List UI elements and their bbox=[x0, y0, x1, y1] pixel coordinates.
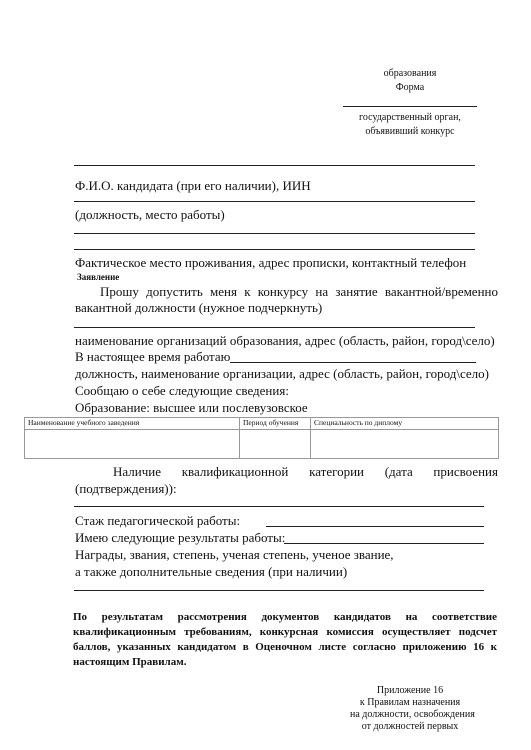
awards-line-1: Награды, звания, степень, ученая степень, ученое звание, bbox=[75, 547, 394, 562]
table-header-institution: Наименование учебного заведения bbox=[25, 418, 240, 430]
qualification-line-1: Наличие квалификационной категории (дата присвоения bbox=[113, 464, 498, 479]
table-row bbox=[25, 430, 499, 459]
table-header-row bbox=[25, 418, 499, 430]
appendix-title: Приложение 16 bbox=[376, 685, 444, 696]
header-form: Форма bbox=[395, 82, 425, 93]
table-cell bbox=[240, 430, 311, 459]
fill-line bbox=[74, 201, 475, 202]
qualification-line-2: (подтверждения)): bbox=[75, 481, 177, 496]
position-org-label: должность, наименование организации, адрес (область, район, город\село) bbox=[75, 366, 489, 381]
results-label: Имею следующие результаты работы: bbox=[75, 530, 286, 545]
table-header-specialty: Специальность по диплому bbox=[311, 418, 499, 430]
fill-line bbox=[74, 233, 475, 234]
fill-line bbox=[230, 362, 476, 363]
table-cell bbox=[311, 430, 499, 459]
education-table bbox=[24, 417, 499, 459]
fill-line bbox=[74, 249, 475, 250]
header-gov-body: государственный орган, bbox=[359, 112, 461, 123]
fill-line bbox=[74, 165, 475, 166]
decision-paragraph: По результатам рассмотрения документов кандидатов на соответствие квалификационным требованиям, конкурсная комиссия осуществляет подсчет баллов, указанных кандидатом в Оценочном листе согласно приложению 16 к настоящим Правилам. bbox=[73, 611, 497, 668]
fill-line bbox=[266, 526, 484, 527]
request-line-1: Прошу допустить меня к конкурсу на занятие вакантной/временно bbox=[100, 284, 498, 299]
info-intro: Сообщаю о себе следующие сведения: bbox=[75, 383, 289, 398]
fill-line bbox=[284, 543, 484, 544]
fill-line bbox=[74, 590, 484, 591]
fill-line bbox=[74, 327, 475, 328]
table-header-period: Период обучения bbox=[240, 418, 311, 430]
fio-label: Ф.И.О. кандидата (при его наличии), ИИН bbox=[75, 178, 311, 193]
appendix-line-4: от должностей первых bbox=[361, 721, 459, 732]
experience-label: Стаж педагогической работы: bbox=[75, 513, 241, 528]
awards-line-2: а также дополнительные сведения (при наличии) bbox=[75, 564, 348, 579]
header-underline bbox=[343, 106, 477, 107]
appendix-line-3: на должности, освобождения bbox=[350, 709, 475, 720]
header-announcer: объявивший конкурс bbox=[365, 126, 455, 137]
statement-title: Заявление bbox=[77, 272, 120, 282]
address-label: Фактическое место проживания, адрес прописки, контактный телефон bbox=[75, 255, 467, 270]
currently-working-label: В настоящее время работаю bbox=[75, 349, 231, 364]
appendix-line-2: к Правилам назначения bbox=[359, 697, 461, 708]
header-education: образования bbox=[383, 68, 437, 79]
request-line-2: вакантной должности (нужное подчеркнуть) bbox=[75, 300, 323, 315]
position-label: (должность, место работы) bbox=[75, 207, 225, 222]
fill-line bbox=[74, 506, 484, 507]
education-label: Образование: высшее или послевузовское bbox=[75, 400, 308, 415]
table-cell bbox=[25, 430, 240, 459]
org-label: наименование организаций образования, адрес (область, район, город\село) bbox=[75, 333, 495, 348]
